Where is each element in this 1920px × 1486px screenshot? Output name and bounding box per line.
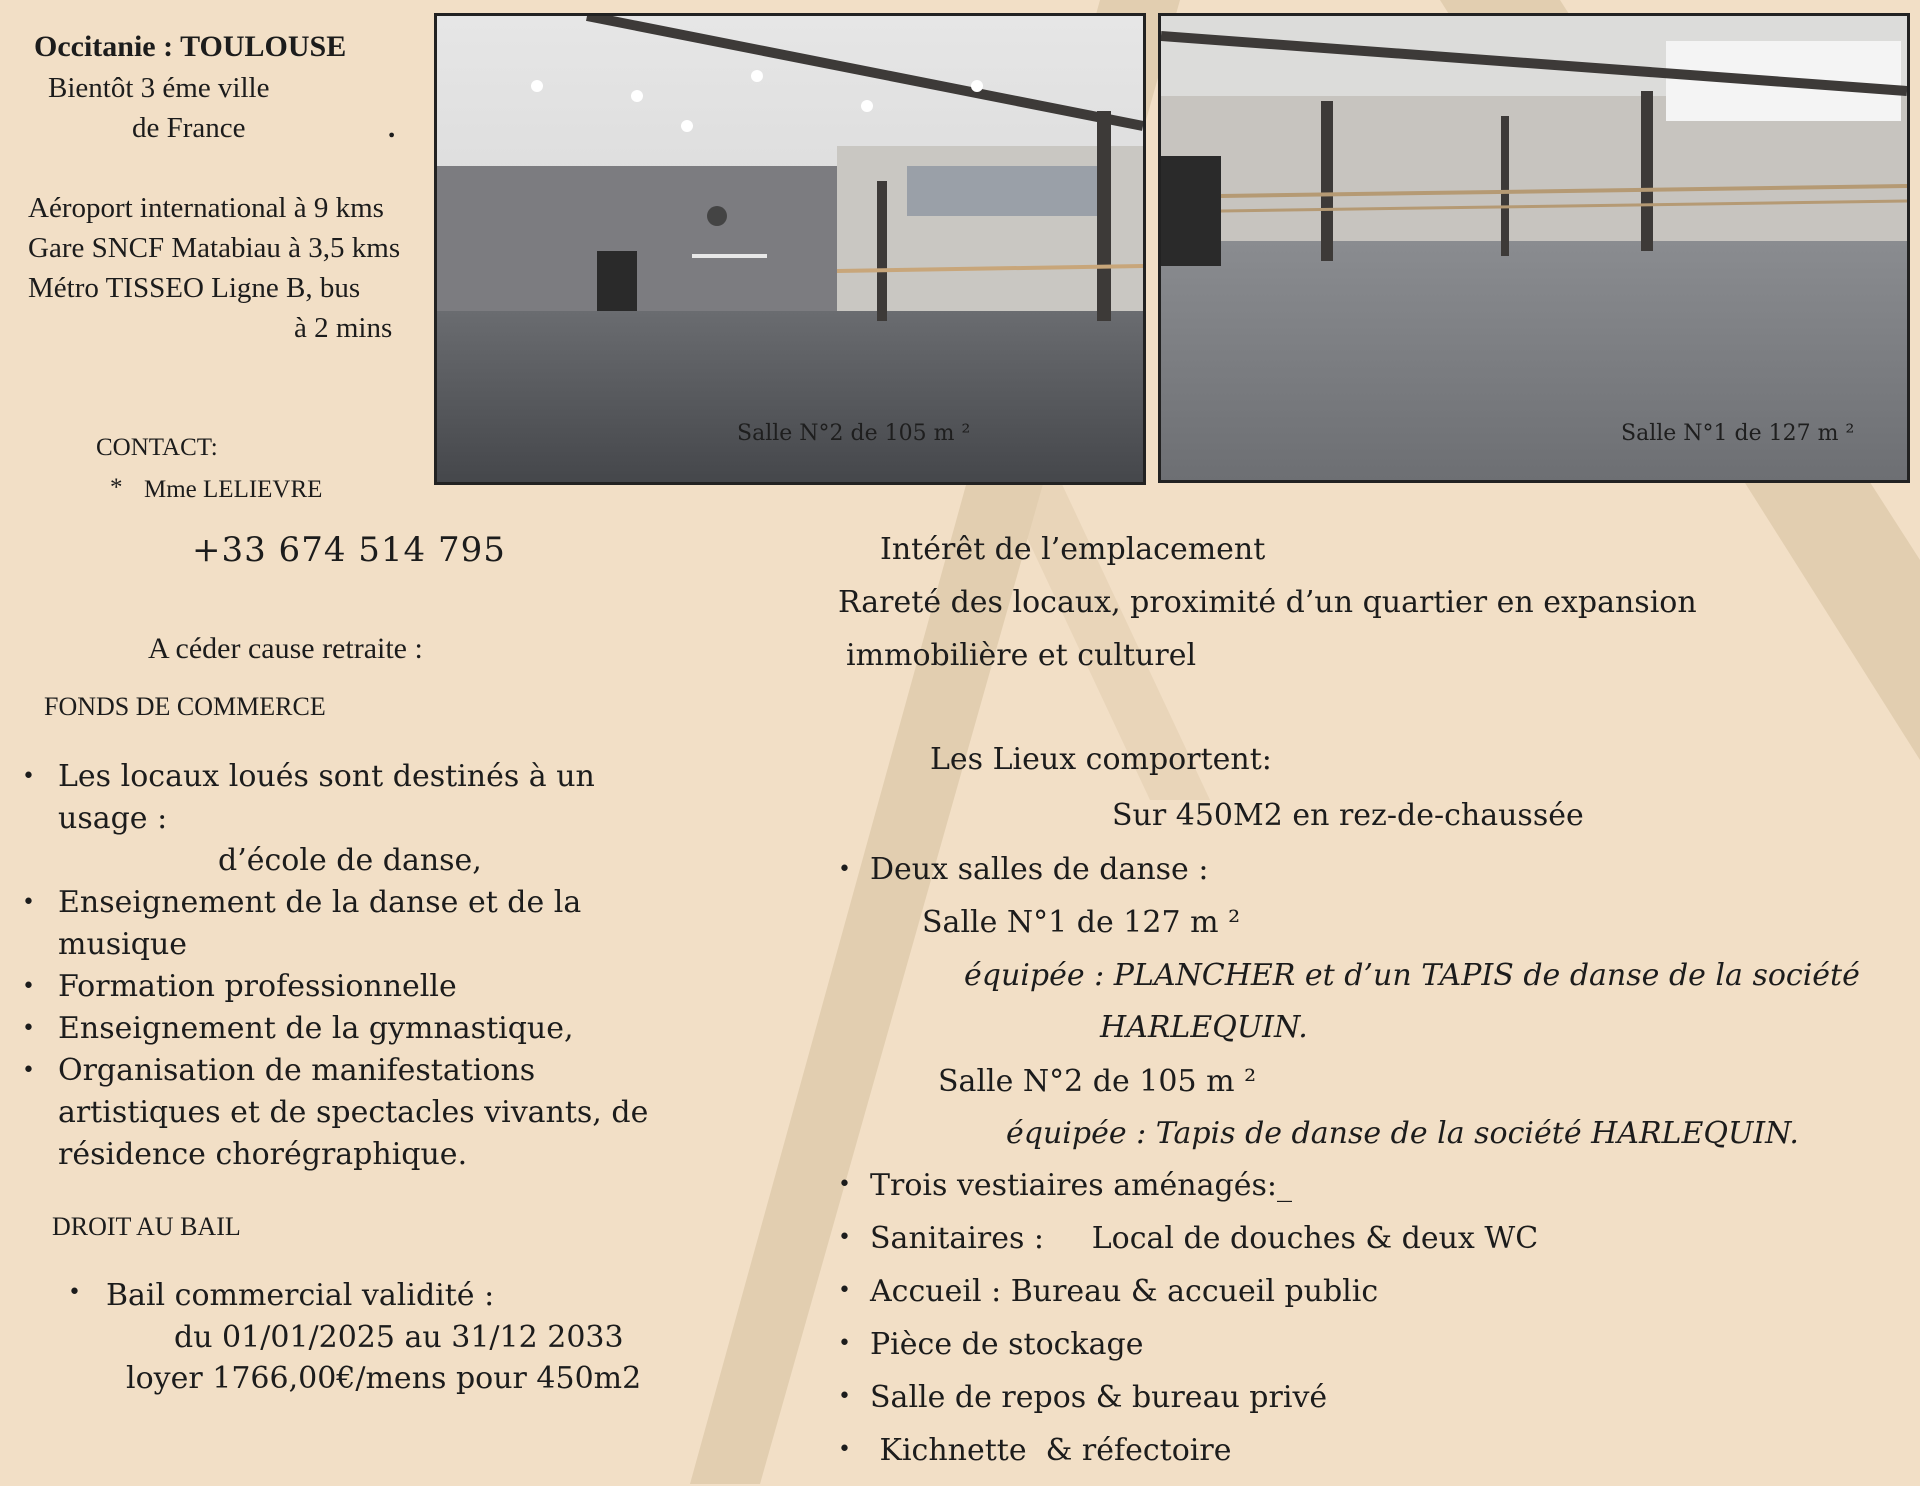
contact-phone[interactable]: +33 674 514 795 [192,530,506,570]
list-item-text: Les locaux loués sont destinés à un [58,759,595,794]
lease-line-1: Bail commercial validité : [106,1278,495,1313]
list-item-text: musique [58,927,188,962]
contact-star: * [110,474,123,501]
lease-line-2: du 01/01/2025 au 31/12 2033 [174,1320,624,1355]
room-1-equip-1: équipée : PLANCHER et d’un TAPIS de danse de la société [964,958,1860,993]
list-item-text: usage : [58,801,168,836]
period-mark: . [388,112,396,144]
access-metro: Métro TISSEO Ligne B, bus [28,272,361,304]
list-item-text: d’école de danse, [218,843,482,878]
subtitle-line-1: Bientôt 3 éme ville [48,72,270,104]
access-train: Gare SNCF Matabiau à 3,5 kms [28,232,401,264]
contact-label: CONTACT: [96,434,218,461]
room-2: Salle N°2 de 105 m ² [938,1064,1257,1099]
list-item-text: artistiques et de spectacles vivants, de [58,1095,649,1130]
room-2-equip: équipée : Tapis de danse de la société HARLEQUIN. [1006,1116,1799,1151]
lease-heading: DROIT AU BAIL [52,1212,241,1241]
rooms-label: Deux salles de danse : [870,852,1209,887]
list-item-text: Organisation de manifestations [58,1053,536,1088]
access-airport: Aéroport international à 9 kms [28,192,384,224]
location-heading: Intérêt de l’emplacement [880,532,1266,567]
dance-studio-image [437,16,1143,482]
sale-heading: FONDS DE COMMERCE [44,692,326,721]
premises-heading: Les Lieux comportent: [930,742,1272,777]
dance-studio-image [1161,16,1907,480]
list-item-text: résidence chorégraphique. [58,1137,468,1172]
list-item-text: Trois vestiaires aménagés:_ [870,1168,1292,1203]
lease-bullet: • [68,1280,81,1305]
list-item-text: Enseignement de la gymnastique, [58,1011,574,1046]
location-line-1: Rareté des locaux, proximité d’un quartier en expansion [838,585,1697,620]
photo-salle-1-caption: Salle N°1 de 127 m ² [1621,421,1855,446]
room-1-equip-2: HARLEQUIN. [1100,1010,1308,1045]
photo-salle-1 [1158,13,1910,483]
region-title: Occitanie : TOULOUSE [34,30,347,63]
premises-sub: Sur 450M2 en rez-de-chaussée [1112,798,1584,833]
room-1: Salle N°1 de 127 m ² [922,905,1241,940]
list-item-text: Enseignement de la danse et de la [58,885,582,920]
photo-salle-2-caption: Salle N°2 de 105 m ² [737,421,971,446]
photo-salle-2 [434,13,1146,485]
list-item-text: Sanitaires : Local de douches & deux WC [870,1221,1539,1256]
list-item-text: Salle de repos & bureau privé [870,1380,1328,1415]
access-metro-time: à 2 mins [294,312,393,344]
location-line-2: immobilière et culturel [846,638,1197,673]
contact-name: Mme LELIEVRE [144,476,323,503]
sale-title: A céder cause retraite : [148,632,423,665]
list-item-text: Formation professionnelle [58,969,457,1004]
subtitle-line-2: de France [132,112,246,144]
list-item-text: Accueil : Bureau & accueil public [870,1274,1379,1309]
rooms-bullet: • [838,857,851,882]
list-item-text: Kichnette & réfectoire [870,1433,1232,1468]
lease-line-3: loyer 1766,00€/mens pour 450m2 [126,1361,642,1396]
list-item-text: Pièce de stockage [870,1327,1144,1362]
